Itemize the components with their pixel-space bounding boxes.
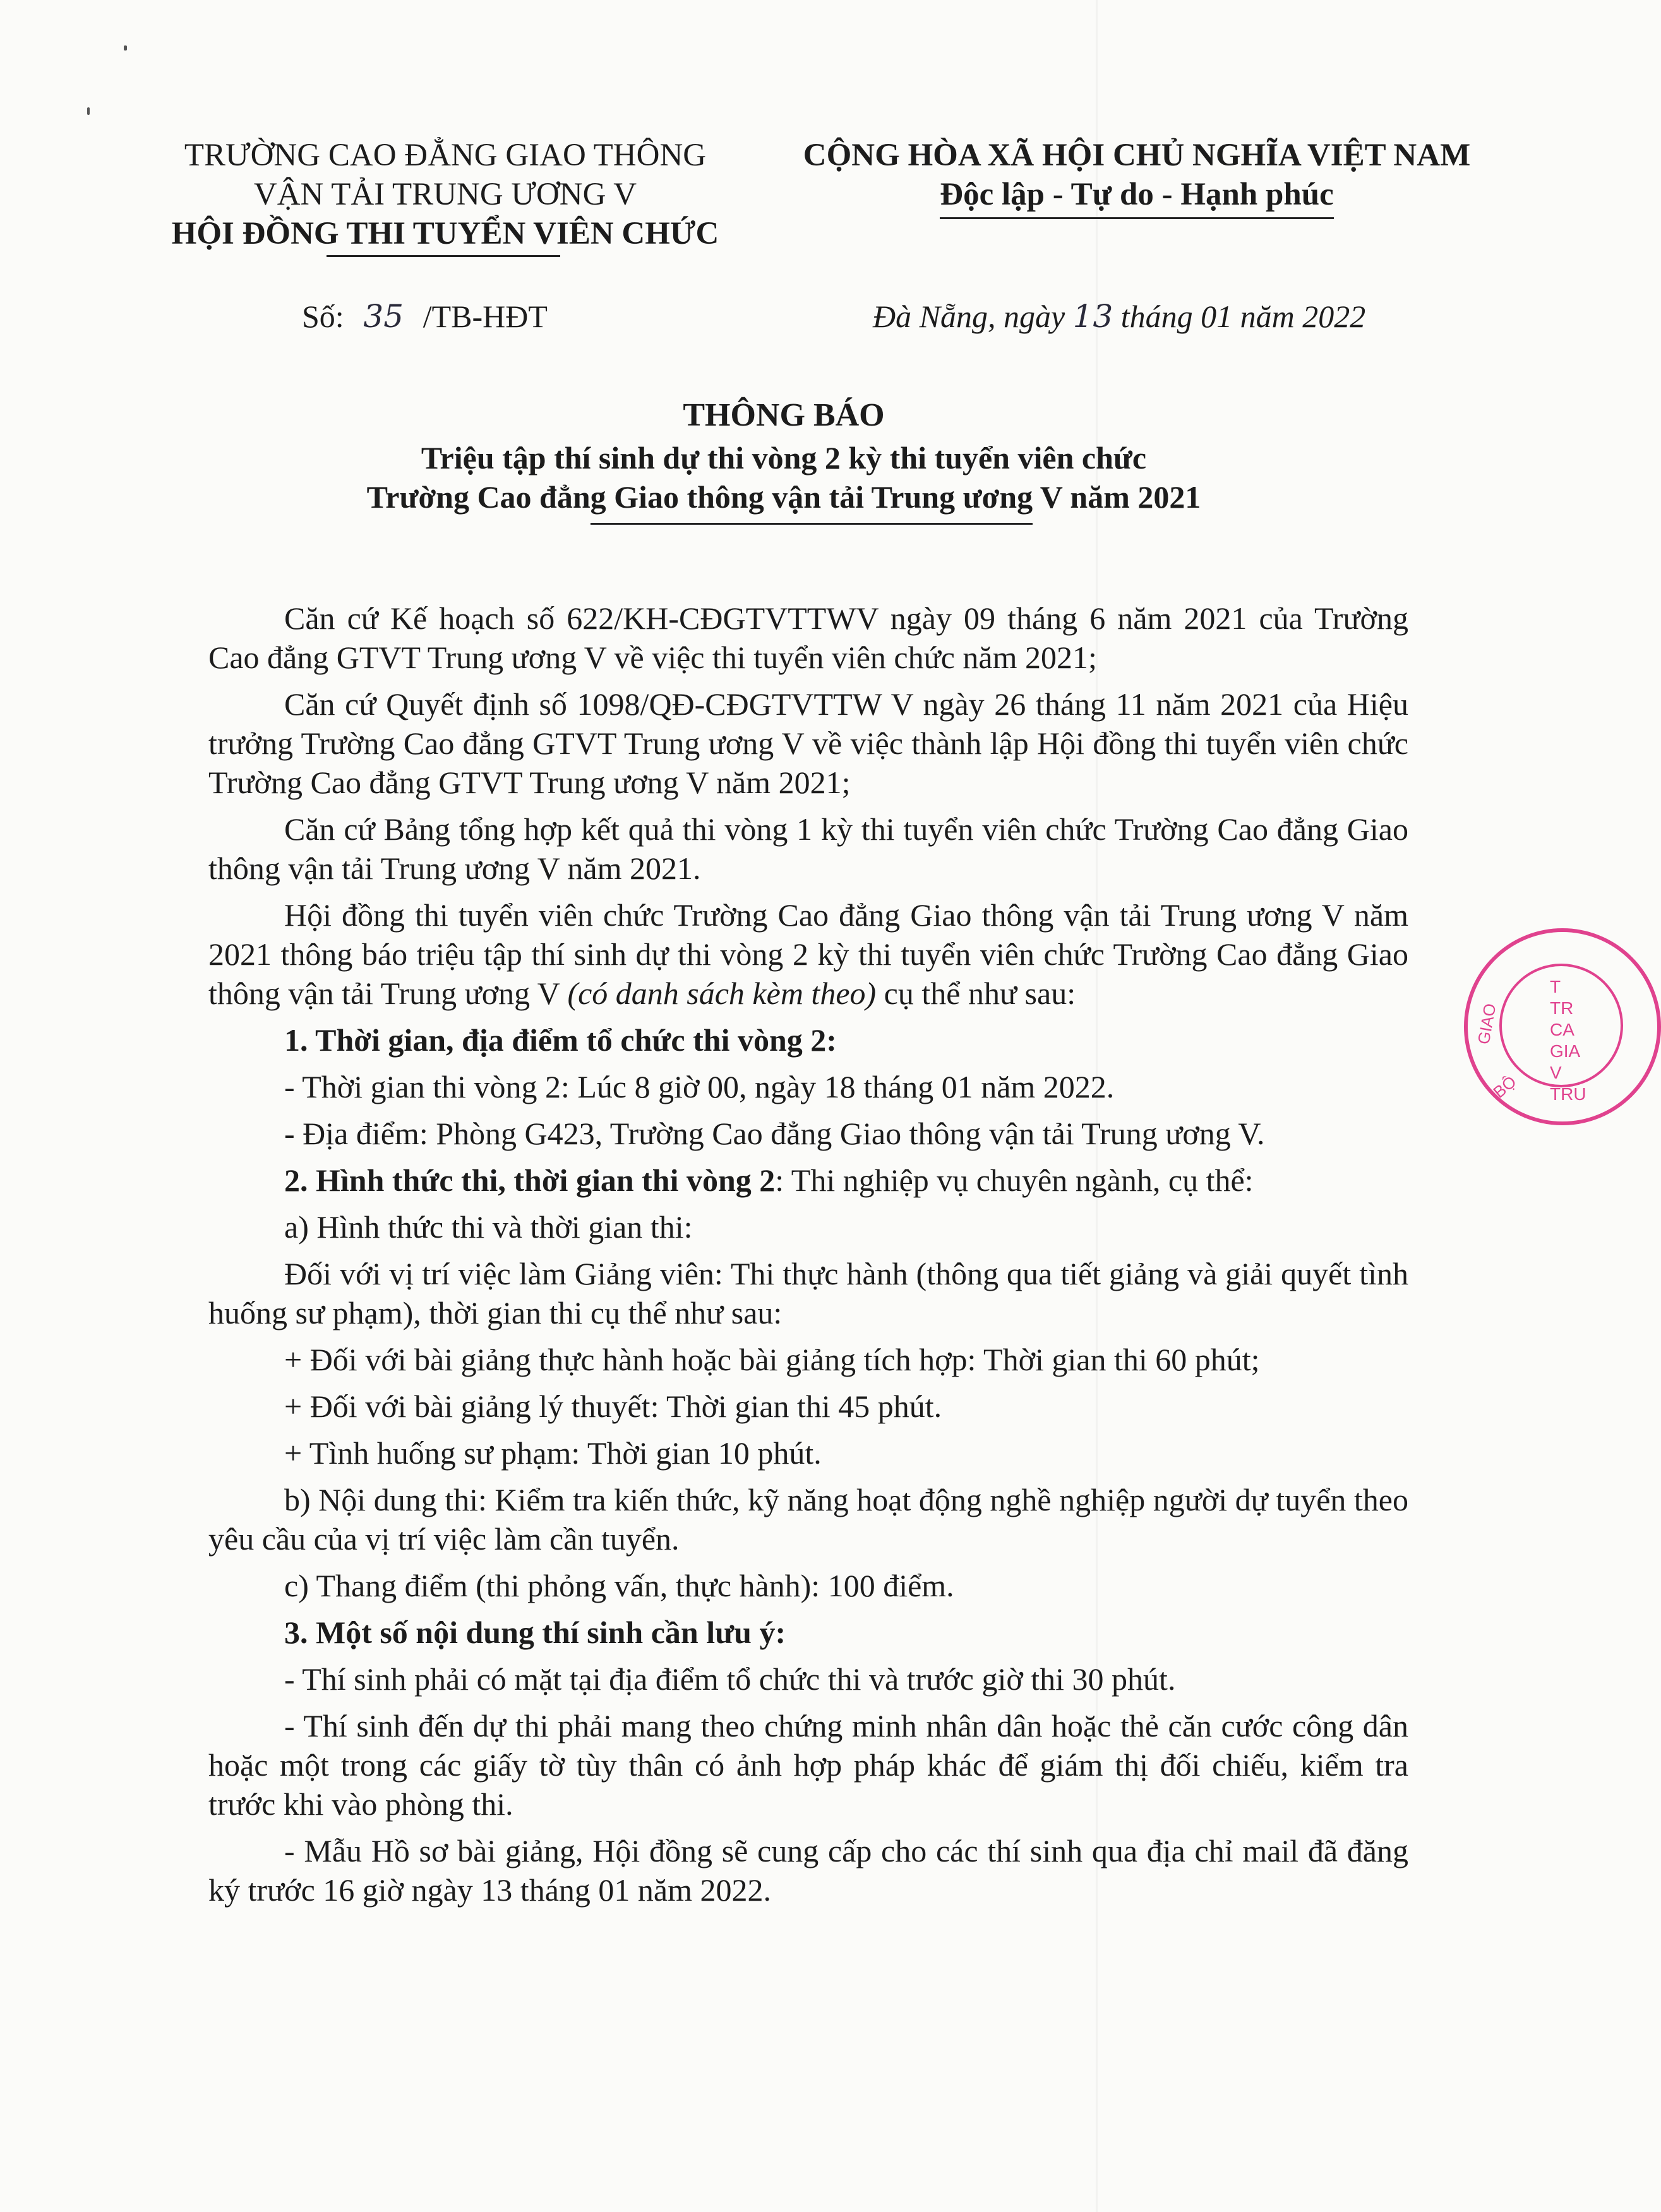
pedagogical-situation-duration: + Tình huống sư phạm: Thời gian 10 phút. <box>284 1435 822 1471</box>
section-1-heading: 1. Thời gian, địa điểm tổ chức thi vòng 2: <box>284 1022 837 1058</box>
stamp-text-line: TR <box>1550 998 1574 1018</box>
attached-list-note: (có danh sách kèm theo) <box>567 976 877 1011</box>
national-motto-text: Độc lập - Tự do - Hạnh phúc <box>940 177 1334 212</box>
basis-results-paragraph: Căn cứ Bảng tổng hợp kết quả thi vòng 1 kỳ thi tuyển viên chức Trường Cao đẳng Giao thông vận tải Trung ương V năm 2021. <box>208 811 1408 886</box>
scan-speck <box>87 107 90 115</box>
section-2-heading <box>208 1161 1408 1200</box>
note-lecture-template: - Mẫu Hồ sơ bài giảng, Hội đồng sẽ cung cấp cho các thí sinh qua địa chỉ mail đã đăng ký trước 16 giờ ngày 13 tháng 01 năm 2022. <box>208 1833 1408 1908</box>
place-and-date <box>873 298 1365 335</box>
national-motto-underline <box>940 217 1333 219</box>
stamp-center-text <box>1550 976 1586 1105</box>
issuer-council-underline <box>327 255 560 257</box>
stamp-text-line: CA <box>1550 1020 1574 1039</box>
section-3-heading: 3. Một số nội dung thí sinh cần lưu ý: <box>284 1615 786 1650</box>
issuer-school-line2: VẬN TẢI TRUNG ƯƠNG V <box>253 177 637 212</box>
announcement-text: Hội đồng thi tuyển viên chức Trường Cao đẳng Giao thông vận tải Trung ương V năm 2021 thông báo triệu tập thí sinh dự thi vòng 2 kỳ thi tuyển viên chức Trường Cao đẳng Giao thông vận tải Trung ương V <box>208 897 1408 1011</box>
issuer-school-line1: TRƯỜNG CAO ĐẲNG GIAO THÔNG <box>184 138 707 173</box>
official-seal-stamp <box>1464 928 1661 1125</box>
place-date-suffix: tháng 01 năm 2022 <box>1120 299 1366 334</box>
exam-format-item-a: a) Hình thức thi và thời gian thi: <box>284 1209 693 1245</box>
document-number-prefix: Số: <box>302 299 344 334</box>
national-motto <box>940 175 1333 214</box>
announcement-text-end: cụ thể như sau: <box>884 976 1076 1011</box>
exam-time: - Thời gian thi vòng 2: Lúc 8 giờ 00, ngày 18 tháng 01 năm 2022. <box>284 1069 1115 1104</box>
place-date-day-handwritten: 13 <box>1072 298 1113 335</box>
issuer-header <box>145 136 745 253</box>
stamp-text-line: T <box>1550 977 1561 996</box>
announcement-paragraph <box>208 895 1408 1013</box>
theory-lecture-duration: + Đối với bài giảng lý thuyết: Thời gian thi 45 phút. <box>284 1389 942 1424</box>
stamp-bottom-text: BỘ <box>1489 1072 1520 1102</box>
basis-decision-paragraph: Căn cứ Quyết định số 1098/QĐ-CĐGTVTTW V ngày 26 tháng 11 năm 2021 của Hiệu trưởng Trường Cao đẳng GTVT Trung ương V về việc thành lập Hội đồng thi tuyển viên chức Trường Cao đẳng GTVT Trung ương V năm 2021; <box>208 686 1408 800</box>
subtitle-underline <box>591 523 1033 525</box>
exam-location: - Địa điểm: Phòng G423, Trường Cao đẳng Giao thông vận tải Trung ương V. <box>284 1116 1265 1151</box>
exam-content-item-b: b) Nội dung thi: Kiểm tra kiến thức, kỹ năng hoạt động nghề nghiệp người dự tuyển theo yêu cầu của vị trí việc làm cần tuyển. <box>208 1482 1408 1557</box>
document-number-handwritten: 35 <box>363 298 404 335</box>
document-body <box>208 599 1408 1917</box>
stamp-text-line: V <box>1550 1063 1562 1082</box>
issuer-council <box>172 214 719 253</box>
scan-speck <box>124 45 127 51</box>
section-2-heading-rest: : Thi nghiệp vụ chuyên ngành, cụ thể: <box>775 1163 1254 1198</box>
document-title: THÔNG BÁO <box>683 397 885 433</box>
place-date-prefix: Đà Nẵng, ngày <box>873 299 1065 334</box>
issuer-council-text: HỘI ĐỒNG THI TUYỂN VIÊN CHỨC <box>171 216 719 251</box>
national-header <box>783 136 1490 214</box>
document-number <box>302 298 548 335</box>
document-number-suffix: /TB-HĐT <box>423 299 548 334</box>
national-title: CỘNG HÒA XÃ HỘI CHỦ NGHĨA VIỆT NAM <box>803 138 1471 173</box>
note-arrival-time: - Thí sinh phải có mặt tại địa điểm tổ chức thi và trước giờ thi 30 phút. <box>284 1661 1176 1697</box>
stamp-text-line: GIA <box>1550 1041 1581 1061</box>
practical-lecture-duration: + Đối với bài giảng thực hành hoặc bài giảng tích hợp: Thời gian thi 60 phút; <box>284 1342 1260 1377</box>
stamp-text-line: TRU <box>1550 1084 1586 1104</box>
section-2-heading-bold: 2. Hình thức thi, thời gian thi vòng 2 <box>284 1163 776 1198</box>
stamp-side-text: GIAO <box>1473 1001 1500 1046</box>
grading-scale-item-c: c) Thang điểm (thi phỏng vấn, thực hành): 100 điểm. <box>284 1568 954 1603</box>
basis-plan-paragraph: Căn cứ Kế hoạch số 622/KH-CĐGTVTTWV ngày 09 tháng 6 năm 2021 của Trường Cao đẳng GTVT Trung ương V về việc thi tuyển viên chức năm 2021; <box>208 601 1408 675</box>
note-identification: - Thí sinh đến dự thi phải mang theo chứng minh nhân dân hoặc thẻ căn cước công dân hoặc một trong các giấy tờ tùy thân có ảnh hợp pháp khác để giám thị đối chiếu, kiểm tra trước khi vào phòng thi. <box>208 1708 1408 1822</box>
document-subtitle-line1: Triệu tập thí sinh dự thi vòng 2 kỳ thi tuyển viên chức <box>421 440 1147 475</box>
document-subtitle-line2: Trường Cao đẳng Giao thông vận tải Trung ương V năm 2021 <box>366 479 1201 515</box>
lecturer-position-description: Đối với vị trí việc làm Giảng viên: Thi thực hành (thông qua tiết giảng và giải quyết tình huống sư phạm), thời gian thi cụ thể như sau: <box>208 1256 1408 1330</box>
